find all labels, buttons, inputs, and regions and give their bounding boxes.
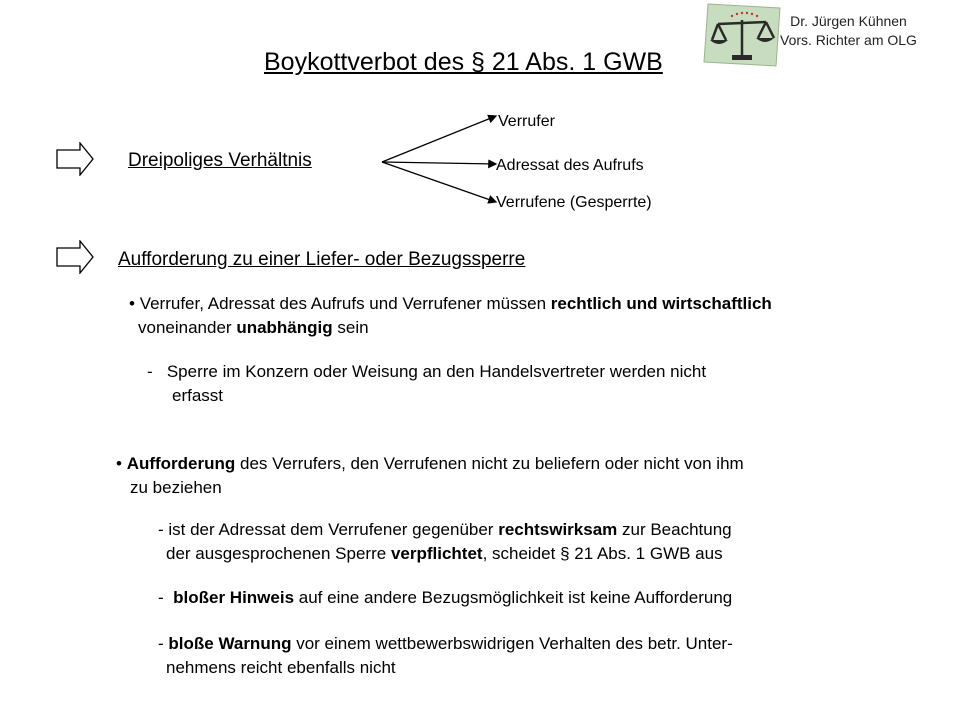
scales-of-justice-icon	[702, 2, 782, 68]
section-heading-dreipolig: Dreipoliges Verhältnis	[128, 150, 312, 171]
text-bold: rechtswirksam	[498, 520, 618, 539]
sub-konzern-line1	[147, 362, 706, 382]
author-info	[780, 12, 917, 50]
text: der ausgesprochenen Sperre	[166, 544, 391, 563]
author-name: Dr. Jürgen Kühnen	[790, 13, 907, 29]
branch-label-verrufer: Verrufer	[498, 113, 555, 130]
dash: -	[158, 634, 169, 653]
text: vor einem wettbewerbswidrigen Verhalten des betr. Unter-	[291, 634, 733, 653]
text: sein	[332, 318, 369, 337]
sub-konzern-line2: erfasst	[172, 386, 224, 405]
text-bold: verpflichtet	[390, 544, 483, 563]
sub-warnung-line1	[158, 634, 733, 654]
bullet-aufforderung-line1	[116, 454, 744, 474]
text: zur Beachtung	[617, 520, 732, 539]
text-bold: rechtlich und wirtschaftlich	[550, 294, 772, 313]
dash: -	[158, 588, 169, 607]
dash: -	[147, 362, 167, 381]
text: - ist der Adressat dem Verrufener gegenüber	[158, 520, 499, 539]
text-bold: Aufforderung	[126, 454, 236, 473]
text: auf eine andere Bezugsmöglichkeit ist keine Aufforderung	[294, 588, 733, 607]
text-bold: bloßer Hinweis	[173, 588, 295, 607]
branch-arrows	[380, 110, 510, 210]
text-bold: bloße Warnung	[168, 634, 292, 653]
text: , scheidet § 21 Abs. 1 GWB aus	[482, 544, 723, 563]
page-title: Boykottverbot des § 21 Abs. 1 GWB	[264, 48, 663, 76]
branch-label-adressat: Adressat des Aufrufs	[496, 157, 644, 174]
text-bold: unabhängig	[236, 318, 333, 337]
section-heading-aufforderung: Aufforderung zu einer Liefer- oder Bezugssperre	[118, 249, 526, 270]
block-arrow-icon	[56, 240, 94, 274]
bullet-unabhaengigkeit-line2	[138, 318, 369, 338]
bullet-unabhaengigkeit-line1	[129, 294, 772, 314]
block-arrow-icon	[56, 142, 94, 176]
sub-hinweis	[158, 588, 732, 608]
bullet-aufforderung-line2: zu beziehen	[130, 478, 222, 497]
branch-label-verrufene: Verrufene (Gesperrte)	[496, 194, 652, 211]
text: voneinander	[138, 318, 237, 337]
text: des Verrufers, den Verrufenen nicht zu beliefern oder nicht von ihm	[235, 454, 744, 473]
sub-warnung-line2: nehmens reicht ebenfalls nicht	[166, 658, 396, 677]
bullet-dot: •	[116, 454, 122, 473]
text: Verrufer, Adressat des Aufrufs und Verrufener müssen	[139, 294, 551, 313]
text: Sperre im Konzern oder Weisung an den Handelsvertreter werden nicht	[166, 362, 707, 381]
sub-rechtswirksam-line2	[166, 544, 723, 564]
sub-rechtswirksam-line1	[158, 520, 732, 540]
bullet-dot: •	[129, 294, 135, 313]
author-role: Vors. Richter am OLG	[780, 32, 917, 48]
